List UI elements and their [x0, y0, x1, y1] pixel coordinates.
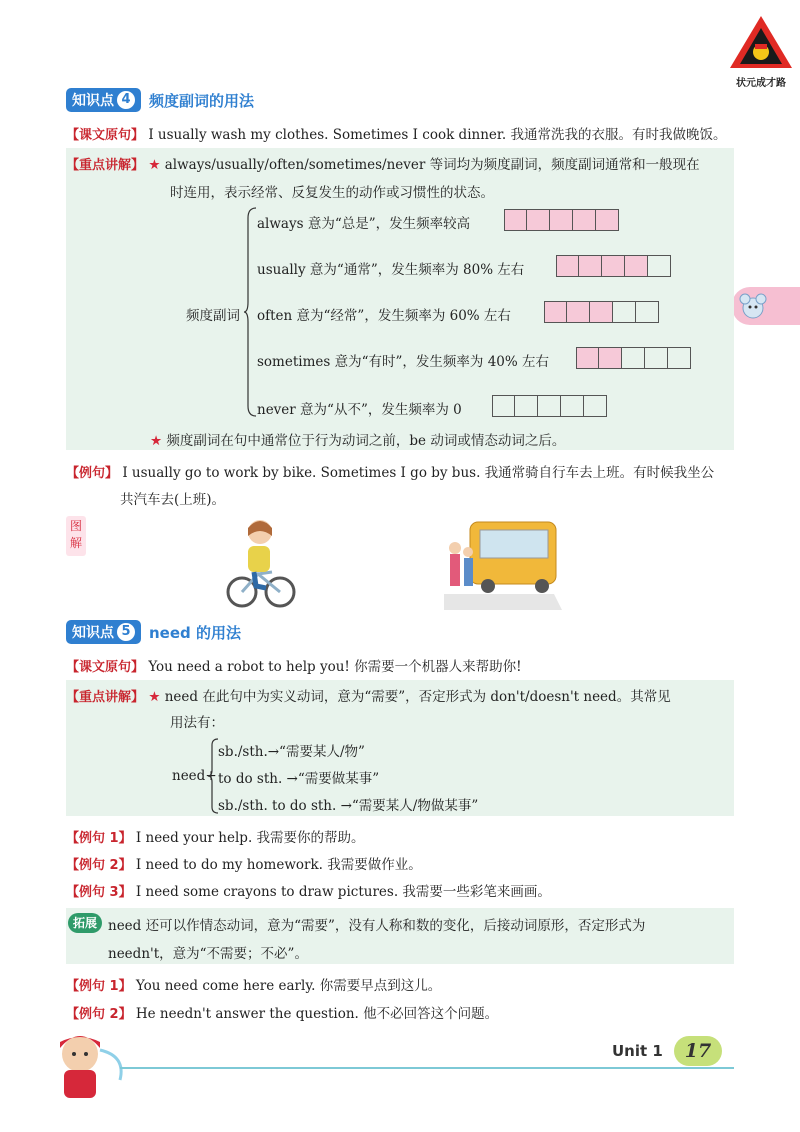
kp5-ext-badge: 拓展	[68, 913, 102, 933]
kp5-explain-tag: 【重点讲解】	[66, 690, 145, 705]
kp4-frequency-cell	[625, 255, 648, 277]
bike-rider-illustration	[226, 514, 296, 610]
kp5-ext-example-tag: 【例句 2】	[66, 1007, 132, 1022]
kp4-frequency-bar	[504, 209, 619, 231]
star-icon: ★	[150, 433, 163, 449]
brand-triangle-icon	[728, 14, 794, 70]
kp4-frequency-cell	[561, 395, 584, 417]
kp5-example-tag: 【例句 2】	[66, 858, 132, 873]
kp5-explain-line2: 用法有：	[170, 715, 224, 731]
kp4-explain-text1: always/usually/often/sometimes/never 等词均为频度副词，频度副词通常和一般现在	[164, 157, 700, 173]
kp4-brace-icon	[244, 206, 258, 418]
kp4-frequency-bar	[556, 255, 671, 277]
kp4-frequency-cell	[538, 395, 561, 417]
kp5-example-1	[66, 826, 365, 846]
kp5-source	[66, 655, 522, 675]
kp4-frequency-cell	[556, 255, 579, 277]
kp4-frequency-cell	[576, 347, 599, 369]
kp5-example-text: I need your help. 我需要你的帮助。	[135, 830, 365, 846]
kp4-example-line2: 共汽车去(上班)。	[120, 492, 226, 508]
kp4-frequency-cell	[515, 395, 538, 417]
kp4-adverb-text: never 意为“从不”，发生频率为 0	[257, 402, 462, 418]
illus-label: 图解	[66, 516, 86, 556]
kp5-example-tag: 【例句 3】	[66, 885, 132, 900]
side-tab	[732, 287, 800, 325]
kp5-use-1: sb./sth.→“需要某人/物”	[218, 744, 365, 760]
kp4-frequency-cell	[584, 395, 607, 417]
kp4-adverb-text: sometimes 意为“有时”，发生频率为 40% 左右	[257, 354, 549, 370]
kp4-explain-tag: 【重点讲解】	[66, 158, 145, 173]
kp4-frequency-cell	[622, 347, 645, 369]
kp4-adverb-text: always 意为“总是”，发生频率较高	[257, 216, 471, 232]
kp4-adverb-text: usually 意为“通常”，发生频率为 80% 左右	[257, 262, 525, 278]
kp5-source-text: You need a robot to help you! 你需要一个机器人来帮助你!	[148, 659, 522, 675]
kp5-example-text: I need to do my homework. 我需要做作业。	[135, 857, 422, 873]
kp4-frequency-cell	[596, 209, 619, 231]
kp5-ext-example-text: He needn't answer the question. 他不必回答这个问题。	[135, 1006, 499, 1022]
brand-text: 状元成才路	[736, 78, 786, 89]
kp5-example-2	[66, 853, 422, 873]
kp4-frequency-cell	[602, 255, 625, 277]
kp4-frequency-cell	[492, 395, 515, 417]
kp5-group-label: need+	[172, 768, 217, 784]
kp4-heading	[66, 89, 254, 111]
kp5-use-3: sb./sth. to do sth. →“需要某人/物做某事”	[218, 798, 479, 814]
kp5-ext-example-tag: 【例句 1】	[66, 979, 132, 994]
kp5-explain-text1: need 在此句中为实义动词，意为“需要”，否定形式为 don't/doesn't need。其常见	[164, 689, 671, 705]
star-icon: ★	[148, 689, 161, 705]
kp4-note	[150, 429, 565, 449]
kp4-explain-line2: 时连用，表示经常、反复发生的动作或习惯性的状态。	[170, 185, 494, 201]
kp5-use-2: to do sth. →“需要做某事”	[218, 771, 380, 787]
kp5-ext-line2: needn't，意为“不需要；不必”。	[108, 946, 308, 962]
mouse-icon	[738, 292, 768, 320]
footer-unit: Unit 1	[612, 1042, 663, 1060]
kp5-badge	[66, 620, 141, 644]
kp5-example-tag: 【例句 1】	[66, 831, 132, 846]
kp4-explain-line1	[66, 153, 700, 173]
kp4-frequency-cell	[579, 255, 602, 277]
kp5-badge-label: 知识点	[72, 625, 114, 641]
kp4-frequency-cell	[668, 347, 691, 369]
kp4-frequency-bar	[544, 301, 659, 323]
kp5-explain-line1	[66, 685, 671, 705]
brand-logo	[728, 14, 794, 89]
footer-page-number: 17	[674, 1036, 722, 1066]
kp4-badge	[66, 88, 141, 112]
kp4-badge-label: 知识点	[72, 93, 114, 109]
kp4-frequency-cell	[567, 301, 590, 323]
kp4-group-label: 频度副词	[186, 308, 240, 324]
kp4-source-text: I usually wash my clothes. Sometimes I cook dinner. 我通常洗我的衣服。有时我做晚饭。	[148, 127, 727, 143]
kp4-source-tag: 【课文原句】	[66, 128, 145, 143]
kp4-frequency-cell	[599, 347, 622, 369]
kp4-frequency-bar	[492, 395, 607, 417]
bus-illustration	[444, 514, 562, 610]
kp4-frequency-cell	[590, 301, 613, 323]
kp4-frequency-cell	[613, 301, 636, 323]
kp4-badge-num: 4	[117, 91, 135, 109]
kp5-source-tag: 【课文原句】	[66, 660, 145, 675]
kp4-source	[66, 123, 726, 143]
kp4-example-text1: I usually go to work by bike. Sometimes I go by bus. 我通常骑自行车去上班。有时候我坐公	[122, 465, 715, 481]
kp5-ext-example-2	[66, 1002, 498, 1022]
kp4-frequency-cell	[527, 209, 550, 231]
kp4-frequency-cell	[504, 209, 527, 231]
kp4-frequency-cell	[544, 301, 567, 323]
kp4-frequency-cell	[550, 209, 573, 231]
kp4-frequency-cell	[573, 209, 596, 231]
kp4-frequency-cell	[636, 301, 659, 323]
kp5-title: need 的用法	[149, 623, 241, 642]
kp4-example-tag: 【例句】	[66, 466, 119, 481]
kp4-adverb-text: often 意为“经常”，发生频率为 60% 左右	[257, 308, 511, 324]
kp5-heading	[66, 621, 241, 643]
kp5-ext-example-text: You need come here early. 你需要早点到这儿。	[135, 978, 442, 994]
kp5-ext-line1: need 还可以作情态动词，意为“需要”，没有人称和数的变化，后接动词原形，否定形式为	[108, 918, 646, 934]
kp5-badge-num: 5	[117, 623, 135, 641]
footer-line	[120, 1067, 734, 1069]
kp4-frequency-cell	[645, 347, 668, 369]
kp4-title: 频度副词的用法	[149, 91, 255, 110]
star-icon: ★	[148, 157, 161, 173]
kp4-example-line1	[66, 461, 714, 481]
mascot-illustration	[50, 1030, 130, 1102]
kp4-note-text: 频度副词在句中通常位于行为动词之前，be 动词或情态动词之后。	[166, 433, 566, 449]
kp4-frequency-cell	[648, 255, 671, 277]
kp5-example-text: I need some crayons to draw pictures. 我需要一些彩笔来画画。	[135, 884, 551, 900]
kp5-ext-example-1	[66, 974, 441, 994]
kp5-example-3	[66, 880, 551, 900]
kp4-frequency-bar	[576, 347, 691, 369]
